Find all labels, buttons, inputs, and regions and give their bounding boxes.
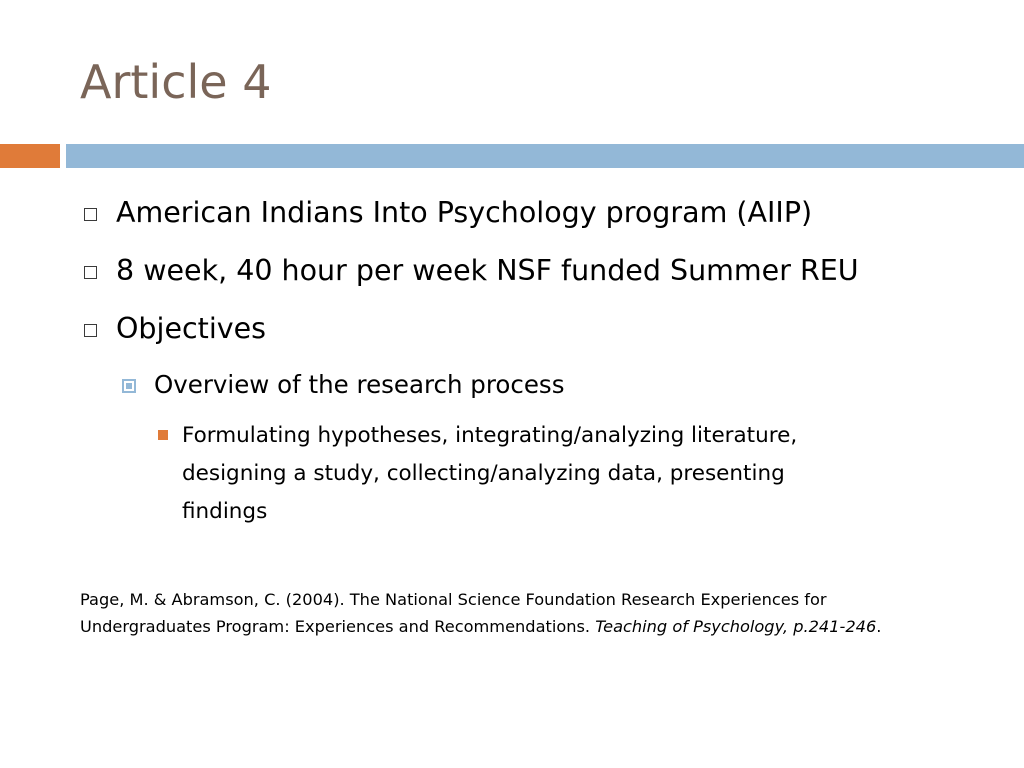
sub-sub-bullet-line-1: Formulating hypotheses, integrating/analyzing literature, xyxy=(182,423,798,448)
citation-line-2-end: . xyxy=(876,617,882,636)
sub-sub-bullet-line-2: designing a study, collecting/analyzing data, presenting xyxy=(182,461,785,486)
sub-sub-bullet-item-steps xyxy=(182,417,962,531)
bullet-item-aiip xyxy=(116,196,812,230)
bullet-text: American Indians Into Psychology program (AIIP) xyxy=(116,196,813,229)
citation-line-2-text: Undergraduates Program: Experiences and Recommendations. xyxy=(80,617,596,636)
sub-bullet-item-overview xyxy=(154,370,564,400)
citation xyxy=(80,586,1010,640)
sub-bullet-text: Overview of the research process xyxy=(154,370,565,399)
framed-square-inner xyxy=(126,383,132,389)
hollow-square-icon xyxy=(84,208,97,221)
citation-line-2 xyxy=(80,613,1010,640)
framed-square-icon xyxy=(122,379,136,393)
hollow-square-icon xyxy=(84,266,97,279)
bullet-item-reu xyxy=(116,254,859,288)
sub-sub-bullet-line-3: findings xyxy=(182,499,268,524)
hollow-square-icon xyxy=(84,324,97,337)
bullet-text: Objectives xyxy=(116,312,266,345)
slide-title: Article 4 xyxy=(80,55,272,109)
citation-line-1: Page, M. & Abramson, C. (2004). The National Science Foundation Research Experiences for xyxy=(80,590,827,609)
filled-square-icon xyxy=(158,430,168,440)
bullet-text: 8 week, 40 hour per week NSF funded Summer REU xyxy=(116,254,859,287)
bullet-item-objectives xyxy=(116,312,266,346)
citation-journal: Teaching of Psychology, p.241-246 xyxy=(595,617,877,636)
